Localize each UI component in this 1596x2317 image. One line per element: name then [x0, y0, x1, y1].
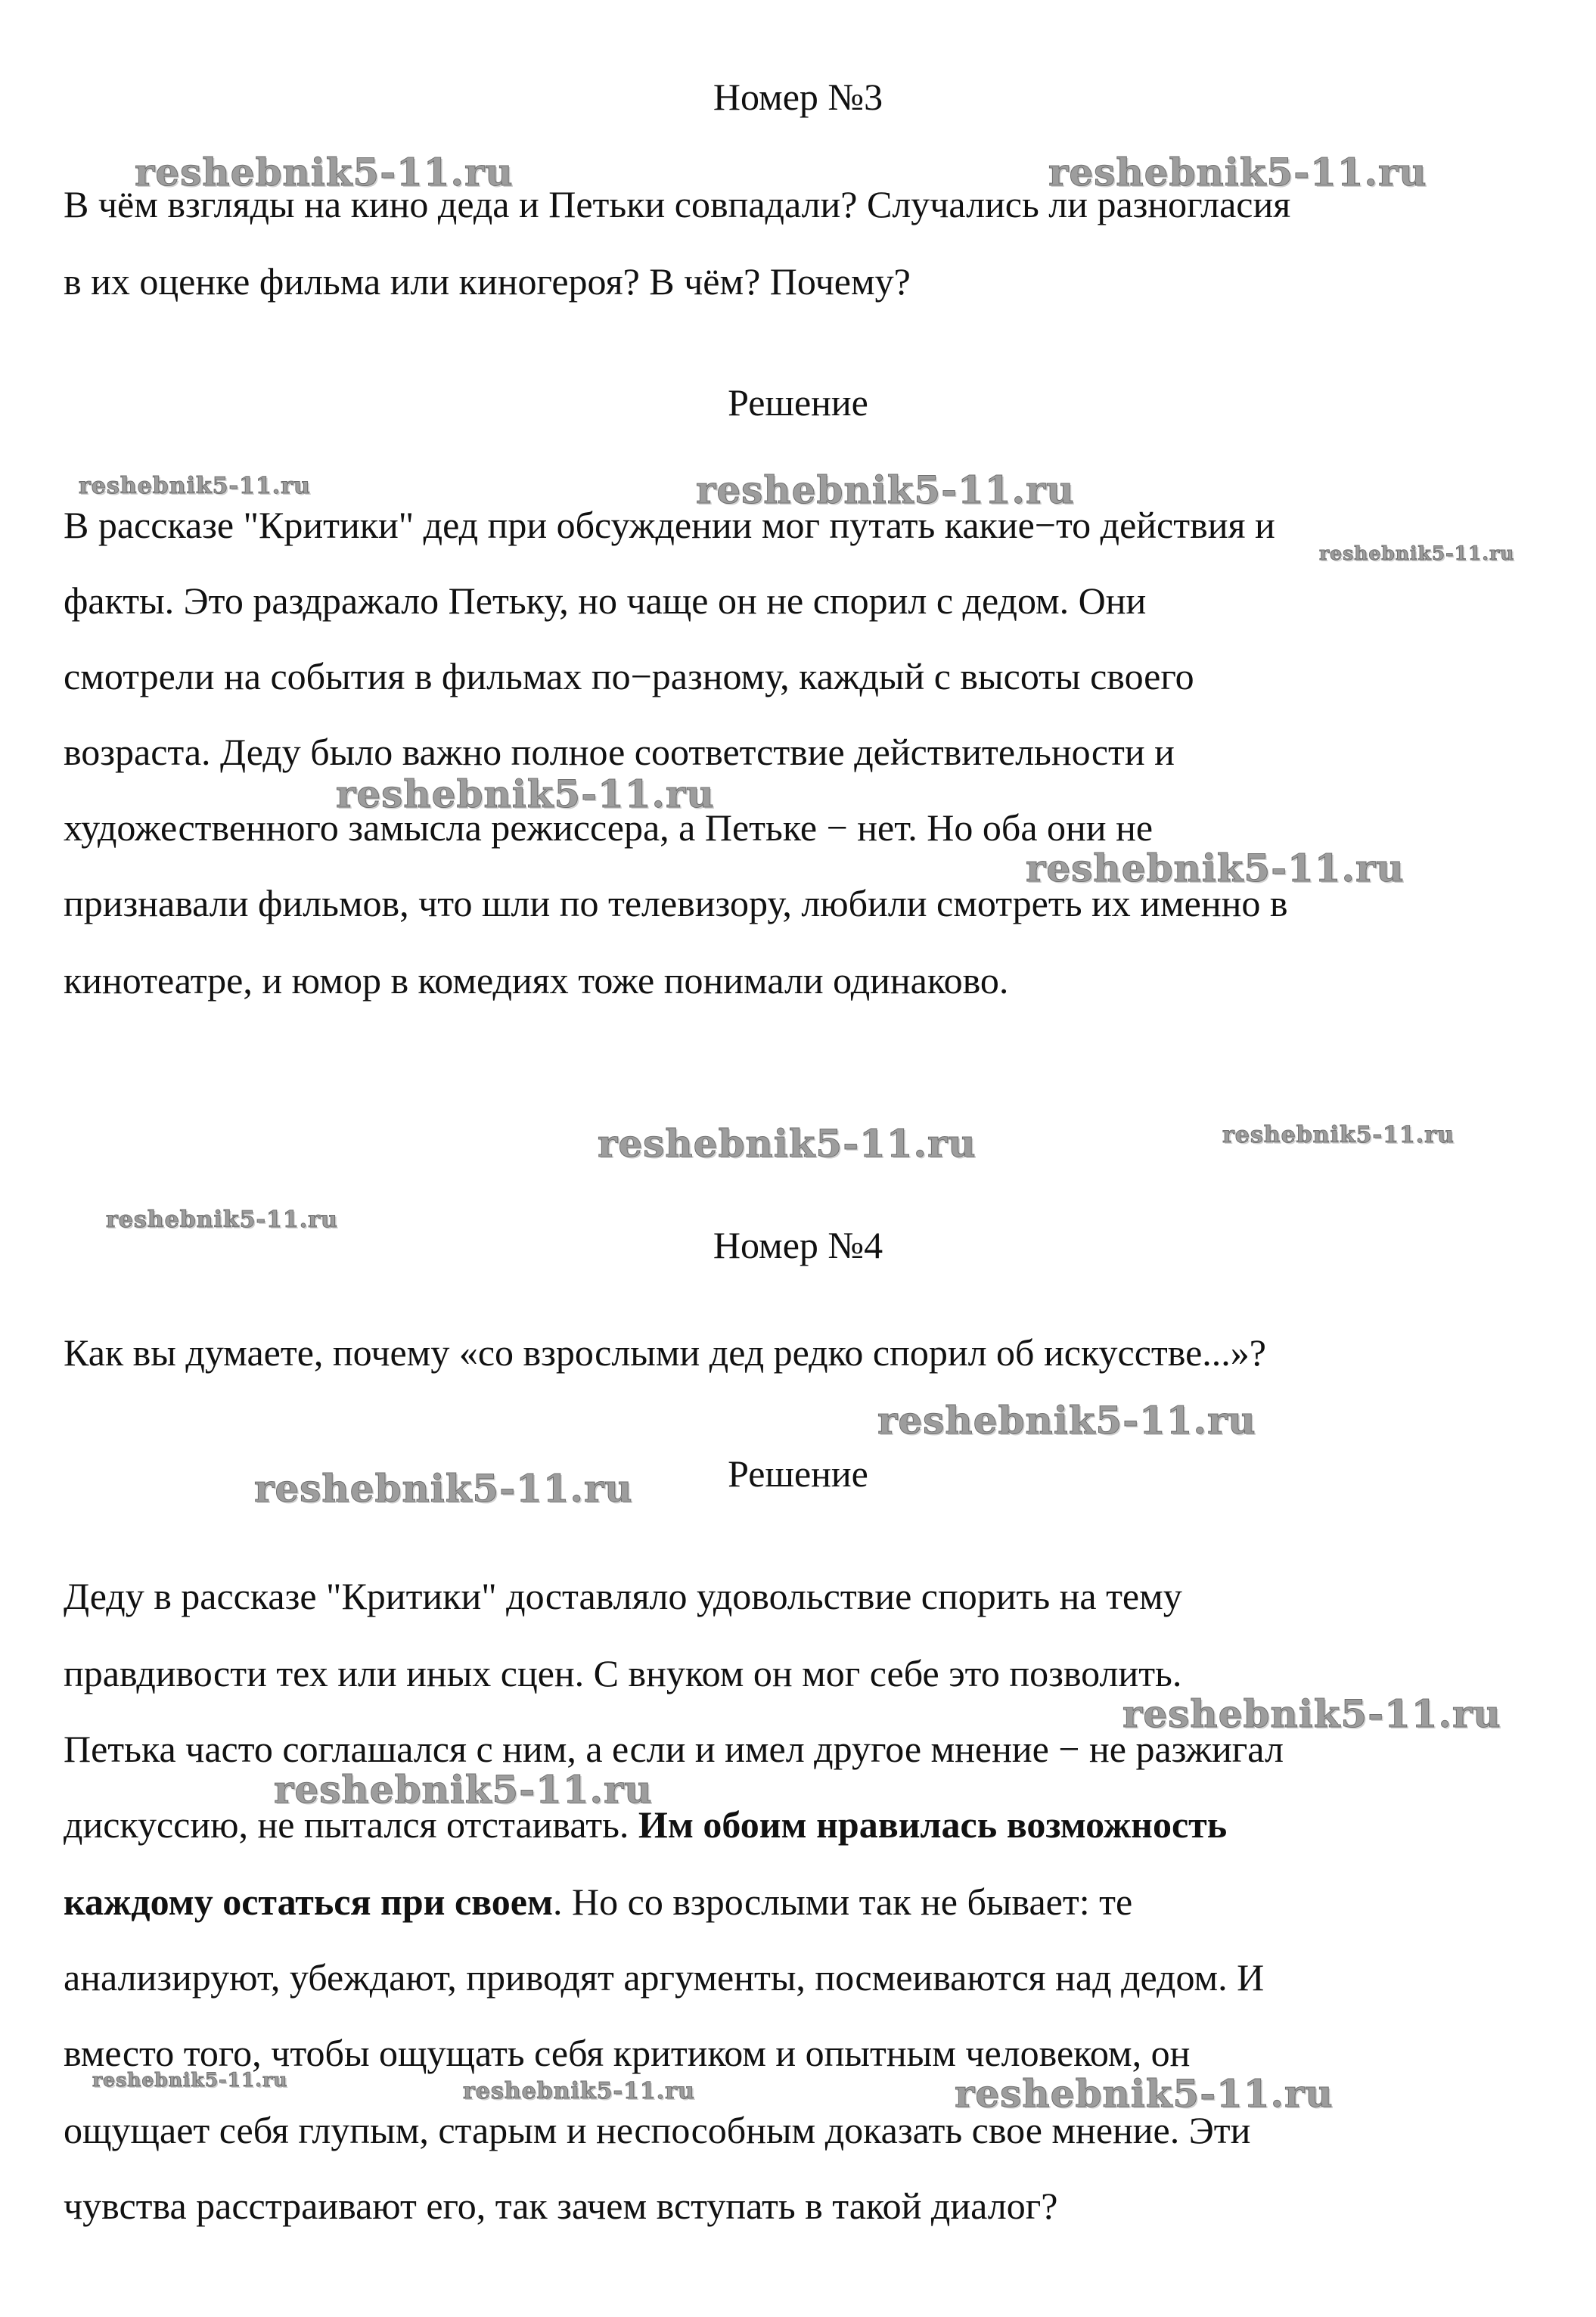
- watermark: reshebnik5-11.ru: [955, 2071, 1334, 2116]
- watermark: reshebnik5-11.ru: [274, 1767, 653, 1812]
- answer-line-5-text: . Но со взрослыми так не бывает: те: [553, 1881, 1133, 1923]
- watermark: reshebnik5-11.ru: [1222, 1122, 1455, 1148]
- watermark: reshebnik5-11.ru: [1026, 846, 1405, 890]
- section-3-question-line-2: в их оценке фильма или киногероя? В чём? Почему?: [64, 260, 911, 303]
- section-3-solution-label: Решение: [728, 381, 868, 424]
- section-3-answer-line-4: возраста. Деду было важно полное соответствие действительности и: [64, 731, 1175, 773]
- watermark: reshebnik5-11.ru: [877, 1398, 1256, 1443]
- section-3-answer-line-7: кинотеатре, и юмор в комедиях тоже понимали одинаково.: [64, 959, 1009, 1002]
- section-4-answer-line-2: правдивости тех или иных сцен. С внуком он мог себе это позволить.: [64, 1652, 1182, 1694]
- watermark: reshebnik5-11.ru: [696, 467, 1075, 512]
- watermark: reshebnik5-11.ru: [463, 2078, 695, 2104]
- section-4-answer-line-4: [64, 1802, 1569, 1847]
- section-4-question: Как вы думаете, почему «со взрослыми дед редко спорил об искусстве...»?: [64, 1331, 1266, 1374]
- watermark: reshebnik5-11.ru: [79, 473, 311, 499]
- section-4-title: Номер №4: [713, 1224, 883, 1266]
- watermark: reshebnik5-11.ru: [106, 1207, 338, 1233]
- section-3-answer-line-2: факты. Это раздражало Петьку, но чаще он не спорил с дедом. Они: [64, 579, 1147, 622]
- section-3-answer-line-1: В рассказе "Критики" дед при обсуждении мог путать какие−то действия и: [64, 504, 1275, 546]
- answer-line-4-text: дискуссию, не пытался отстаивать.: [64, 1803, 638, 1846]
- section-4-answer-line-7: вместо того, чтобы ощущать себя критиком и опытным человеком, он: [64, 2032, 1191, 2074]
- section-4-answer-line-6: анализируют, убеждают, приводят аргументы, посмеиваются над дедом. И: [64, 1956, 1265, 1999]
- answer-emphasis-part-2: каждому остаться при своем: [64, 1881, 554, 1923]
- watermark: reshebnik5-11.ru: [92, 2069, 288, 2091]
- section-4-answer-line-1: Деду в рассказе "Критики" доставляло удовольствие спорить на тему: [64, 1575, 1182, 1617]
- watermark: reshebnik5-11.ru: [1122, 1691, 1501, 1736]
- section-3-title: Номер №3: [713, 76, 883, 118]
- watermark: reshebnik5-11.ru: [336, 772, 715, 816]
- section-4-solution-label: Решение: [728, 1452, 868, 1495]
- section-4-answer-line-8: ощущает себя глупым, старым и неспособным доказать свое мнение. Эти: [64, 2109, 1251, 2151]
- answer-emphasis-part-1: Им обоим нравилась возможность: [638, 1803, 1228, 1846]
- section-3-answer-line-5: художественного замысла режиссера, а Петьке − нет. Но оба они не: [64, 806, 1154, 849]
- watermark: reshebnik5-11.ru: [1048, 150, 1427, 194]
- section-3-question-line-1: В чём взгляды на кино деда и Петьки совпадали? Случались ли разногласия: [64, 183, 1291, 225]
- watermark: reshebnik5-11.ru: [135, 150, 514, 194]
- section-3-answer-line-6: признавали фильмов, что шли по телевизору, любили смотреть их именно в: [64, 882, 1288, 924]
- watermark: reshebnik5-11.ru: [254, 1466, 633, 1511]
- section-4-answer-line-9: чувства расстраивают его, так зачем вступать в такой диалог?: [64, 2185, 1058, 2227]
- section-4-answer-line-5: [64, 1879, 1569, 1924]
- watermark: reshebnik5-11.ru: [598, 1121, 977, 1166]
- watermark: reshebnik5-11.ru: [1319, 542, 1515, 564]
- section-4-answer-line-3: Петька часто соглашался с ним, а если и имел другое мнение − не разжигал: [64, 1728, 1284, 1770]
- section-3-answer-line-3: смотрели на события в фильмах по−разному, каждый с высоты своего: [64, 655, 1194, 697]
